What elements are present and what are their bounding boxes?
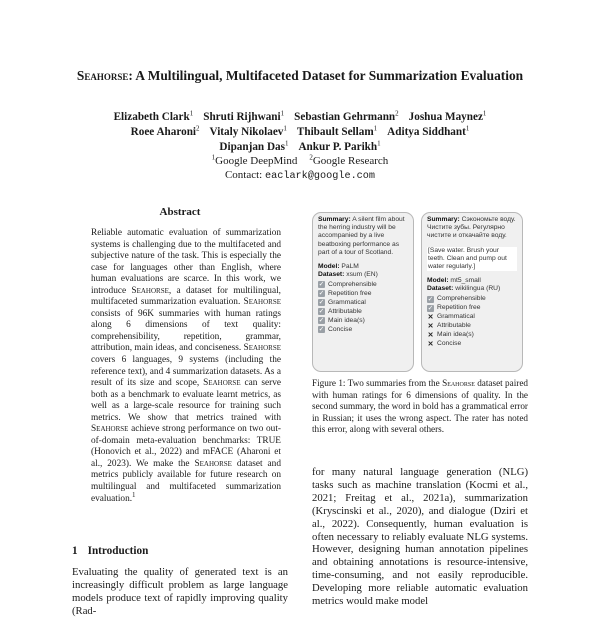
rating-label: Concise [328,325,353,333]
author-list [0,110,600,155]
checkmark-icon: ✓ [318,281,325,289]
model-line: Model: PaLM [318,263,359,271]
affiliation: $^2$Google Research [309,153,389,167]
author-name: Sebastian Gehrmann$^2$ [294,109,399,123]
footnote-marker: 1 [132,490,136,499]
affiliation-row [0,154,600,168]
cross-icon: ✕ [427,313,434,321]
intro-paragraph: Evaluating the quality of generated text is an increasingly difficult problem as large language models produce text of rapidly improving quality (Rad- [72,566,288,617]
dataset-label: Dataset: [318,271,345,279]
author-name: Aditya Siddhant$^1$ [387,124,470,138]
rating-item [318,325,408,334]
model-line: Model: mt5_small [427,277,481,285]
rating-item [318,289,408,298]
dataset-name: Seahorse [91,424,129,435]
title-dataset-name: Seahorse [76,68,129,83]
affiliation-marker: 1 [465,124,470,133]
rating-item [427,340,517,349]
model-label: Model: [427,277,449,285]
checkmark-icon: ✓ [318,290,325,298]
affiliation-marker: 1 [482,109,487,118]
summary-text: Summary: A silent film about the herring industry will be accompanied by a live beatboxing performance as part of a tour of Scotland. [318,216,405,256]
rating-item [318,298,408,307]
checkmark-icon: ✓ [427,295,434,303]
affiliation-marker: 2 [309,153,313,162]
cross-icon: ✕ [427,331,434,339]
cross-icon: ✕ [427,322,434,330]
section-heading [72,545,148,557]
contact-line [0,168,600,184]
dataset-name: Seahorse [243,343,281,354]
affiliation-marker: 1 [284,139,289,148]
rating-label: Repetition free [328,289,372,297]
rating-list [427,295,517,349]
author-name: Elizabeth Clark$^1$ [113,109,194,123]
cross-icon: ✕ [427,340,434,348]
checkmark-icon: ✓ [318,299,325,307]
author-name: Thibault Sellam$^1$ [296,124,378,138]
dataset-line: Dataset: wikilingua (RU) [427,285,501,293]
section-number: 1 [72,545,78,557]
affiliation: $^1$Google DeepMind [211,153,298,167]
affiliation-marker: 1 [373,124,378,133]
right-column-text: for many natural language generation (NLG) tasks such as machine translation (Kocmi et al., 2021; Freitag et al., 2021a), summarization (Kryscinski et al., 2020), and dialogue (Dziri et al., 2022). Consequently, human evaluation is often necessary to reliably evaluate NLG systems. However, designing human annotation pipelines and obtaining annotations is resource-intensive, time-consuming, and not easily reproducible. Developing more reliable automatic evaluation metrics would make model [312,466,528,608]
rating-label: Comprehensible [328,280,377,288]
rating-label: Repetition free [437,304,481,312]
affiliation-marker: 1 [211,153,216,162]
abstract-text: Reliable automatic evaluation of summarization systems is challenging due to the multifaceted and subjective nature of the task. This is especially the case for languages other than English, where human evaluations are scarce. In this work, we introduce Seahorse, a dataset for multilingual, multifaceted summarization evaluation. Seahorse consists of 96K summaries with human ratings along 6 dimensions of text quality: comprehensibility, repetition, grammar, attribution, main ideas, and conciseness. Seahorse covers 6 languages, 9 systems (including the reference text), and 4 summarization datasets. As a result of its size and scope, Seahorse can serve both as a benchmark to evaluate learnt metrics, as well as a large-scale resource for training such metrics. We show that metrics trained with Seahorse achieve strong performance on two out-of-domain meta-evaluation benchmarks: TRUE (Honovich et al., 2022) and mFACE (Aharoni et al., 2023). We make the Seahorse dataset and metrics publicly available for future research on multilingual and multifaceted summarization evaluation.$^1$ [91,228,281,504]
abstract-body [91,228,281,505]
dataset-name: Seahorse [442,378,475,388]
author-row [0,110,600,125]
affiliation-marker: 2 [395,109,399,118]
rating-label: Attributable [328,307,362,315]
summary-text: Summary: Сэкономьте воду. Чистите зубы. Регулярно чистите и откачайте воду. [427,216,516,240]
dataset-name: Seahorse [131,285,169,296]
contact-label: Contact: [224,169,263,181]
affiliation-marker: 1 [283,124,287,133]
affiliation-marker: 1 [377,139,381,148]
rating-item [318,316,408,325]
summary-card [421,212,523,372]
affiliation-marker: 1 [280,109,285,118]
translation-text: [Save water. Brush your teeth. Clean and pump out water regularly.] [427,247,517,272]
affiliation-marker: 2 [196,124,200,133]
rating-list [318,280,408,334]
rating-label: Grammatical [437,313,475,321]
author-name: Shruti Rijhwani$^1$ [203,109,285,123]
author-name: Vitaly Nikolaev$^1$ [209,124,287,138]
rating-item [427,304,517,313]
model-label: Model: [318,263,340,271]
title-text: : A Multilingual, Multifaceted Dataset for Summarization Evaluation [128,68,524,83]
contact-email: eaclark@google.com [264,171,376,182]
dataset-label: Dataset: [427,285,454,293]
section-title: Introduction [87,545,149,557]
author-name: Roee Aharoni$^2$ [130,124,200,138]
abstract-heading: Abstract [159,206,201,218]
summary-label: Summary: [318,216,351,223]
figure-caption: Figure 1: Two summaries from the Seahorse dataset paired with human ratings for 6 dimensions of quality. In the second summary, the word in bold has a grammatical error in Russian; it uses the wrong aspect. The rater has noted this error, along with several others. [312,378,528,435]
rating-label: Attributable [437,322,471,330]
rating-item [427,313,517,322]
rating-item [318,307,408,316]
dataset-name: Seahorse [194,458,232,469]
rating-label: Main idea(s) [328,316,365,324]
author-row [0,125,600,140]
rating-label: Grammatical [328,298,366,306]
dataset-line: Dataset: xsum (EN) [318,271,378,279]
paper-title [0,68,600,84]
affiliation-marker: 1 [189,109,194,118]
author-row [0,140,600,155]
author-name: Ankur P. Parikh$^1$ [298,139,381,153]
rating-item [427,322,517,331]
figure-1 [312,212,528,372]
summary-label: Summary: [427,216,460,223]
author-name: Joshua Maynez$^1$ [408,109,487,123]
rating-item [427,295,517,304]
checkmark-icon: ✓ [318,308,325,316]
rating-label: Concise [437,340,462,348]
author-name: Dipanjan Das$^1$ [219,139,289,153]
dataset-name: Seahorse [243,297,281,308]
checkmark-icon: ✓ [318,326,325,334]
rating-item [318,280,408,289]
checkmark-icon: ✓ [427,304,434,312]
rating-item [427,331,517,340]
summary-card [312,212,414,372]
checkmark-icon: ✓ [318,317,325,325]
dataset-name: Seahorse [203,378,241,389]
affiliations [0,154,600,184]
rating-label: Main idea(s) [437,331,474,339]
rating-label: Comprehensible [437,295,486,303]
